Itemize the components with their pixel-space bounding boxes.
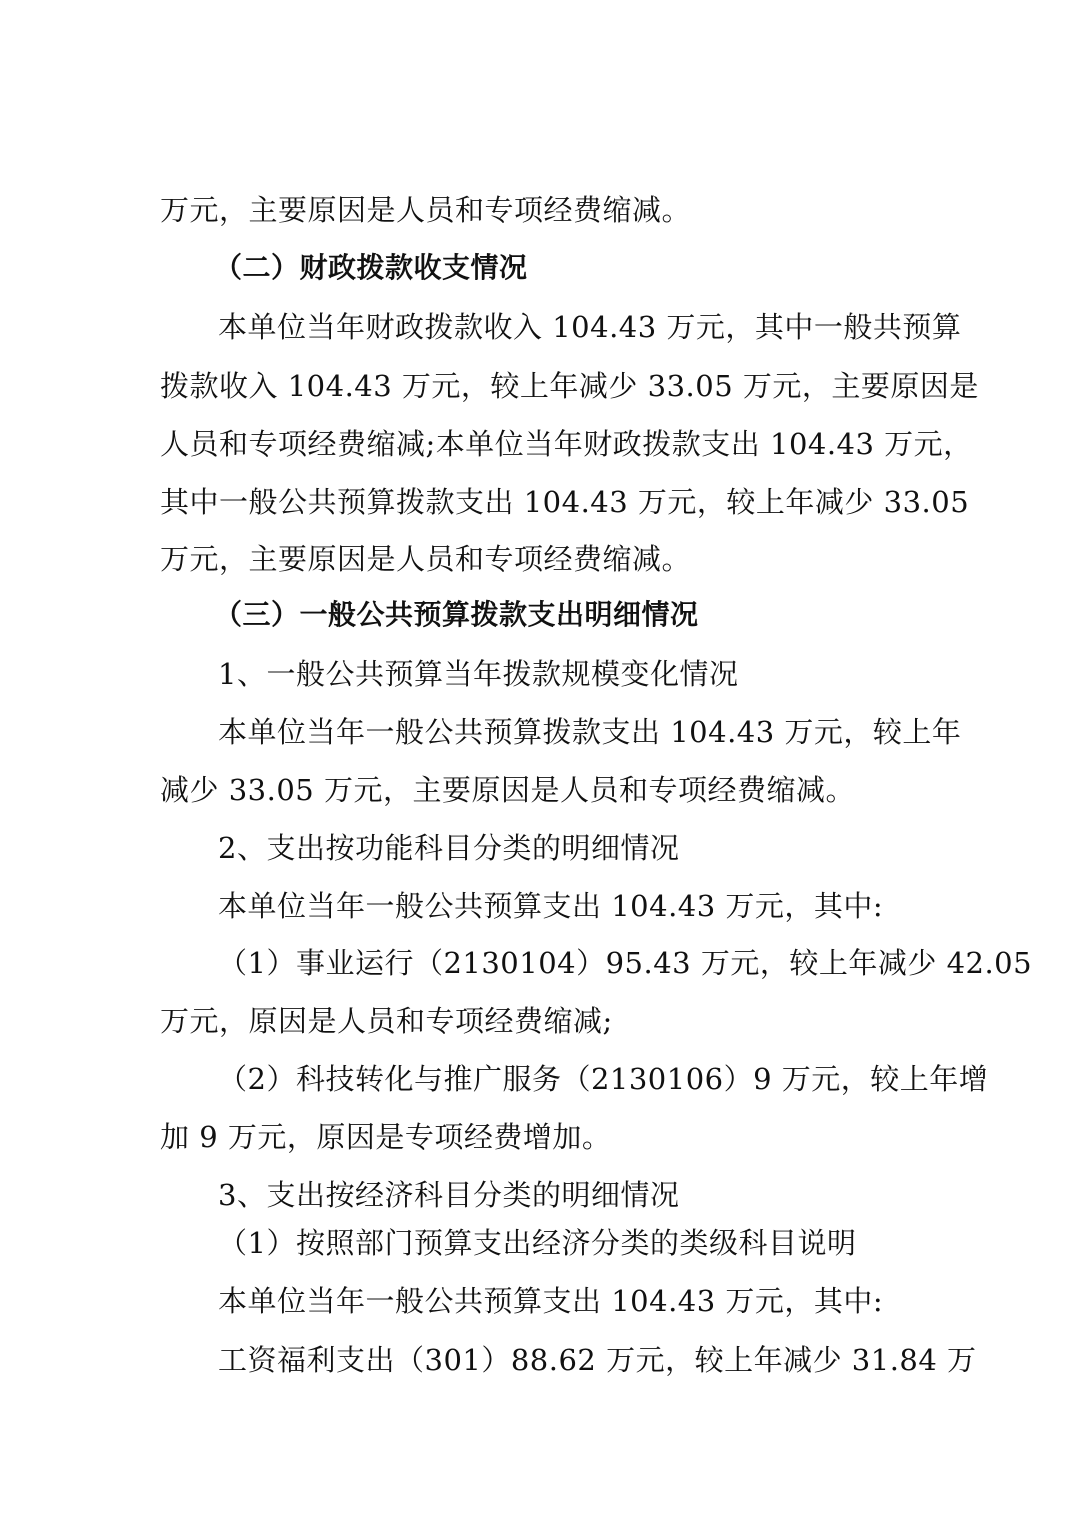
body-text-line: 拨款收入 104.43 万元，较上年减少 33.05 万元，主要原因是 <box>160 369 979 403</box>
section-heading: （三）一般公共预算拨款支出明细情况 <box>214 598 699 631</box>
body-text-line: 工资福利支出（301）88.62 万元，较上年减少 31.84 万 <box>218 1343 977 1377</box>
body-text-line: 万元，原因是人员和专项经费缩减; <box>160 1004 613 1038</box>
body-text-line: 1、一般公共预算当年拨款规模变化情况 <box>218 657 739 691</box>
body-text-line: 本单位当年财政拨款收入 104.43 万元，其中一般共预算 <box>218 310 962 344</box>
body-text-line: 2、支出按功能科目分类的明细情况 <box>218 831 680 865</box>
body-text-line: 加 9 万元，原因是专项经费增加。 <box>160 1120 612 1154</box>
body-text-line: 本单位当年一般公共预算支出 104.43 万元，其中: <box>218 889 884 923</box>
body-text-line: 本单位当年一般公共预算支出 104.43 万元，其中: <box>218 1284 884 1318</box>
body-text-line: 万元，主要原因是人员和专项经费缩减。 <box>160 193 692 227</box>
body-text-line: （2）科技转化与推广服务（2130106）9 万元，较上年增 <box>218 1062 989 1096</box>
body-text-line: 本单位当年一般公共预算拨款支出 104.43 万元，较上年 <box>218 715 962 749</box>
section-heading: （二）财政拨款收支情况 <box>214 251 528 284</box>
body-text-line: （1）事业运行（2130104）95.43 万元，较上年减少 42.05 <box>218 946 1033 980</box>
body-text-line: 人员和专项经费缩减;本单位当年财政拨款支出 104.43 万元， <box>160 427 973 461</box>
body-text-line: 其中一般公共预算拨款支出 104.43 万元，较上年减少 33.05 <box>160 485 970 519</box>
body-text-line: （1）按照部门预算支出经济分类的类级科目说明 <box>218 1226 857 1260</box>
body-text-line: 万元，主要原因是人员和专项经费缩减。 <box>160 542 692 576</box>
body-text-line: 3、支出按经济科目分类的明细情况 <box>218 1178 680 1212</box>
body-text-line: 减少 33.05 万元，主要原因是人员和专项经费缩减。 <box>160 773 855 807</box>
